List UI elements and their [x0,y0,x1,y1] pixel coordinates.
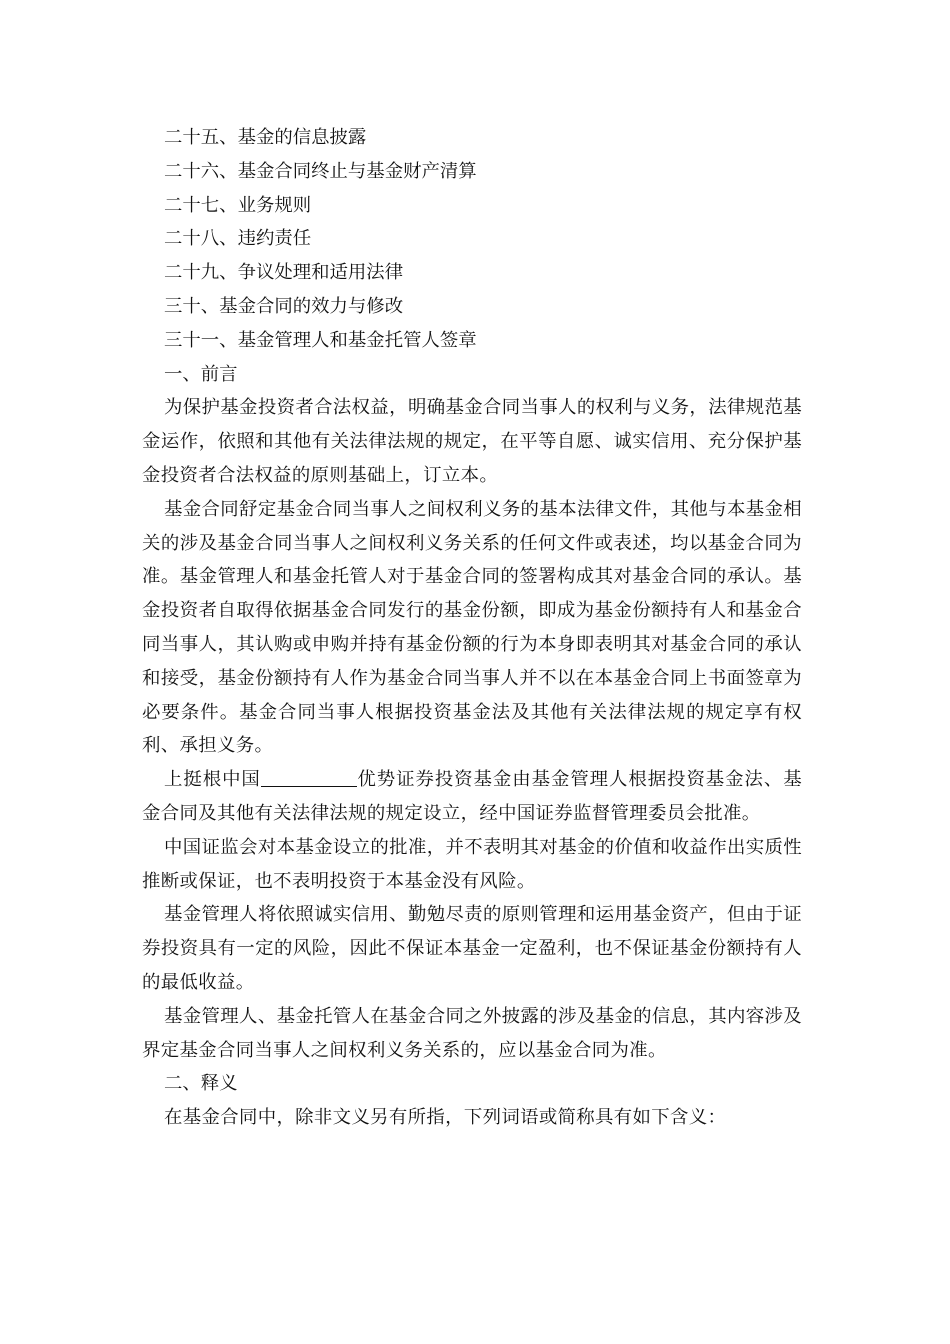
toc-item: 三十、基金合同的效力与修改 [164,295,404,317]
toc-item: 二十六、基金合同终止与基金财产清算 [164,160,477,182]
paragraph: 为保护基金投资者合法权益，明确基金合同当事人的权利与义务，法律规范基金运作，依照和其他有关法律法规的规定，在平等自愿、诚实信用、充分保护基金投资者合法权益的原则基础上，订立本。 [142,397,802,486]
paragraph: 基金合同舒定基金合同当事人之间权利义务的基本法律文件，其他与本基金相关的涉及基金合同当事人之间权利义务关系的任何文件或表述，均以基金合同为准。基金管理人和基金托管人对于基金合同的签署构成其对基金合同的承认。基金投资者自取得依据基金合同发行的基金份额，即成为基金份额持有人和基金合同当事人，其认购或申购并持有基金份额的行为本身即表明其对基金合同的承认和接受，基金份额持有人作为基金合同当事人并不以在本基金合同上书面签章为必要条件。基金合同当事人根据投资基金法及其他有关法律法规的规定享有权利、承担义务。 [142,498,802,757]
toc-item: 二十七、业务规则 [164,194,312,216]
toc-item: 二十八、违约责任 [164,228,312,250]
paragraph: 在基金合同中，除非文义另有所指，下列词语或简称具有如下含义： [164,1107,727,1129]
section-heading-preface: 一、前言 [164,363,238,385]
toc-item: 二十五、基金的信息披露 [164,127,367,148]
paragraph-with-blank [142,763,802,831]
fill-in-blank [261,769,357,787]
toc-item: 三十一、基金管理人和基金托管人签章 [164,329,477,351]
paragraph: 基金管理人将依照诚实信用、勤勉尽责的原则管理和运用基金资产，但由于证券投资具有一定的风险，因此不保证本基金一定盈利，也不保证基金份额持有人的最低收益。 [142,904,802,993]
paragraph: 基金管理人、基金托管人在基金合同之外披露的涉及基金的信息，其内容涉及界定基金合同当事人之间权利义务关系的，应以基金合同为准。 [142,1005,802,1061]
paragraph: 中国证监会对本基金设立的批准，并不表明其对基金的价值和收益作出实质性推断或保证，也不表明投资于本基金没有风险。 [142,836,802,892]
toc-item: 二十九、争议处理和适用法律 [164,262,404,284]
paragraph-text-after-blank: 优势证券投资基金由基金管理人根据投资基金法、基金合同及其他有关法律法规的规定设立，经中国证券监督管理委员会批准。 [142,769,802,824]
document-body [142,121,802,1135]
paragraph-text-before-blank: 上挺根中国 [164,769,261,791]
section-heading-definitions: 二、释义 [164,1073,238,1095]
